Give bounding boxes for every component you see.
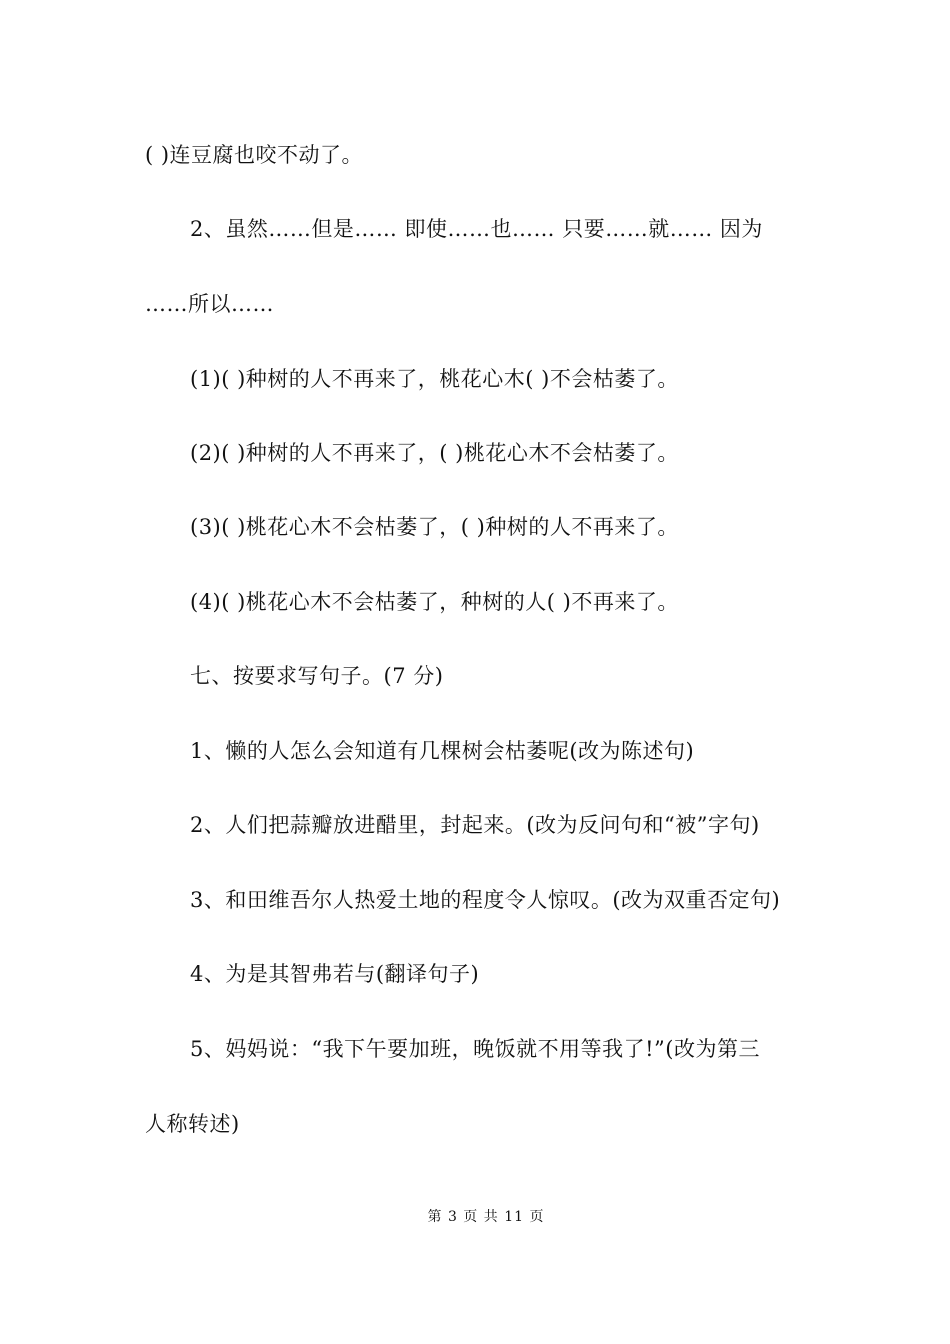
text-line-3: ……所以…… [145, 292, 274, 316]
text-line-11: 3、和田维吾尔人热爱土地的程度令人惊叹。(改为双重否定句) [190, 888, 781, 912]
text-line-14: 人称转述) [145, 1112, 240, 1136]
text-line-7: (4)( )桃花心木不会枯萎了，种树的人( )不再来了。 [190, 590, 679, 614]
text-line-5: (2)( )种树的人不再来了，( )桃花心木不会枯萎了。 [190, 441, 679, 465]
text-line-12: 4、为是其智弗若与(翻译句子) [190, 962, 480, 986]
text-line-13: 5、妈妈说：“我下午要加班，晚饭就不用等我了!”(改为第三 [190, 1037, 760, 1061]
page-footer: 第 3 页 共 11 页 [427, 1209, 545, 1225]
text-line-1: ( )连豆腐也咬不动了。 [145, 143, 364, 167]
text-line-6: (3)( )桃花心木不会枯萎了，( )种树的人不再来了。 [190, 515, 679, 539]
text-line-10: 2、人们把蒜瓣放进醋里，封起来。(改为反问句和“被”字句) [190, 813, 760, 837]
text-line-4: (1)( )种树的人不再来了，桃花心木( )不会枯萎了。 [190, 367, 679, 391]
text-line-9: 1、懒的人怎么会知道有几棵树会枯萎呢(改为陈述句) [190, 739, 695, 763]
section-heading: 七、按要求写句子。(7 分) [190, 664, 444, 688]
text-line-2: 2、虽然……但是…… 即使……也…… 只要……就…… 因为 [190, 217, 763, 241]
